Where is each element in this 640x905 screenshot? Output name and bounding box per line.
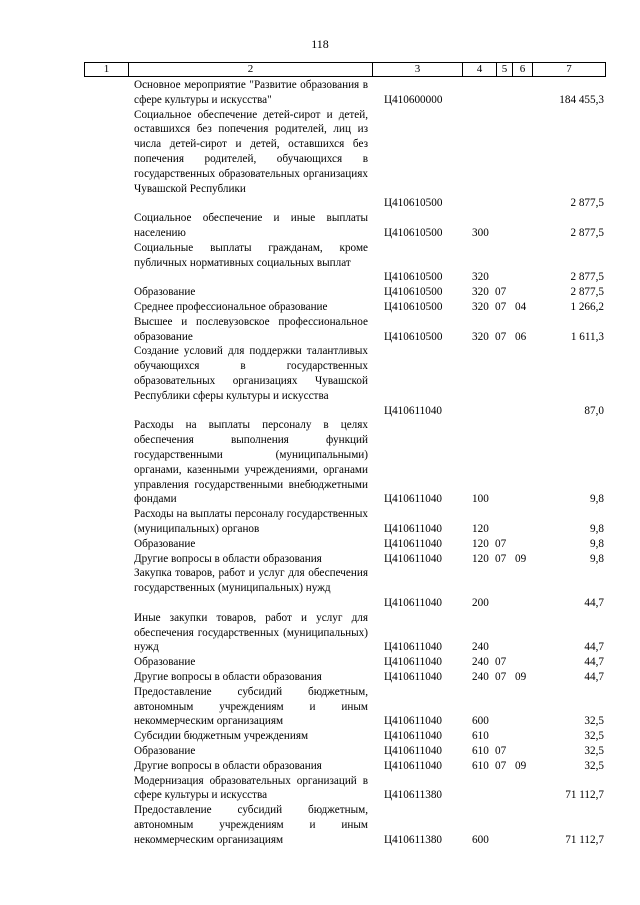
row-expense-type: 320 bbox=[472, 286, 489, 299]
row-expense-type: 600 bbox=[472, 715, 489, 728]
row-expense-type: 600 bbox=[472, 833, 489, 846]
row-name: Основное мероприятие "Развитие образования в сфере культуры и искусства" bbox=[134, 79, 368, 106]
row-amount: 184 455,3 bbox=[559, 93, 604, 106]
header-col-3: 3 bbox=[373, 63, 463, 76]
table-row bbox=[0, 300, 640, 315]
row-section: 07 bbox=[495, 330, 507, 343]
row-target-code: Ц410610500 bbox=[384, 271, 443, 284]
row-target-code: Ц410611040 bbox=[384, 715, 443, 728]
row-amount: 32,5 bbox=[584, 715, 604, 728]
table-row bbox=[0, 685, 640, 729]
header-col-1: 1 bbox=[85, 63, 129, 76]
row-amount: 32,5 bbox=[584, 744, 604, 757]
row-subsection: 09 bbox=[515, 759, 527, 772]
row-name: Предоставление субсидий бюджетным, автономным учреждениям и иным некоммерческим организациям bbox=[134, 685, 368, 728]
row-name: Образование bbox=[134, 286, 196, 299]
row-expense-type: 200 bbox=[472, 596, 489, 609]
table-row bbox=[0, 211, 640, 241]
row-amount: 9,8 bbox=[590, 522, 604, 535]
row-expense-type: 320 bbox=[472, 271, 489, 284]
row-section: 07 bbox=[495, 300, 507, 313]
table-row bbox=[0, 655, 640, 670]
row-subsection: 06 bbox=[515, 330, 527, 343]
table-row bbox=[0, 744, 640, 759]
row-section: 07 bbox=[495, 656, 507, 669]
row-name: Образование bbox=[134, 537, 196, 550]
table-row bbox=[0, 108, 640, 212]
row-target-code: Ц410600000 bbox=[384, 93, 443, 106]
row-amount: 87,0 bbox=[584, 404, 604, 417]
row-name: Среднее профессиональное образование bbox=[134, 300, 328, 313]
row-name: Другие вопросы в области образования bbox=[134, 670, 322, 683]
row-name: Субсидии бюджетным учреждениям bbox=[134, 730, 309, 743]
row-expense-type: 240 bbox=[472, 641, 489, 654]
row-section: 07 bbox=[495, 744, 507, 757]
row-expense-type: 300 bbox=[472, 226, 489, 239]
row-section: 07 bbox=[495, 537, 507, 550]
row-expense-type: 610 bbox=[472, 730, 489, 743]
row-expense-type: 100 bbox=[472, 493, 489, 506]
row-amount: 1 611,3 bbox=[570, 330, 604, 343]
row-expense-type: 120 bbox=[472, 537, 489, 550]
row-target-code: Ц410610500 bbox=[384, 286, 443, 299]
table-row bbox=[0, 611, 640, 655]
row-name: Социальные выплаты гражданам, кроме публичных нормативных социальных выплат bbox=[134, 241, 368, 269]
row-expense-type: 320 bbox=[472, 300, 489, 313]
row-name: Создание условий для поддержки талантливых обучающихся в государственных образовательных организациях Чувашской Республики сферы культуры и искусства bbox=[134, 345, 368, 402]
header-col-4: 4 bbox=[463, 63, 497, 76]
header-col-7: 7 bbox=[566, 63, 572, 75]
row-subsection: 04 bbox=[515, 300, 527, 313]
row-amount: 32,5 bbox=[584, 730, 604, 743]
row-name: Образование bbox=[134, 744, 196, 757]
table-row bbox=[0, 552, 640, 567]
table-row bbox=[0, 803, 640, 847]
row-target-code: Ц410611380 bbox=[384, 833, 443, 846]
row-expense-type: 610 bbox=[472, 759, 489, 772]
row-name: Социальное обеспечение детей-сирот и детей, оставшихся без попечения родителей, лиц из числа детей-сирот и детей, оставшихся без попечения родителей, обучающихся в государственных образовательных организациях Чувашской Республики bbox=[134, 108, 368, 195]
header-col-5: 5 bbox=[497, 63, 513, 76]
table-row bbox=[0, 566, 640, 610]
row-amount: 9,8 bbox=[590, 552, 604, 565]
row-amount: 2 877,5 bbox=[570, 271, 604, 284]
row-expense-type: 120 bbox=[472, 552, 489, 565]
row-name: Модернизация образовательных организаций в сфере культуры и искусства bbox=[134, 774, 368, 802]
table-row bbox=[0, 670, 640, 685]
row-expense-type: 320 bbox=[472, 330, 489, 343]
table-row bbox=[0, 241, 640, 285]
row-section: 07 bbox=[495, 552, 507, 565]
row-expense-type: 240 bbox=[472, 670, 489, 683]
row-name: Иные закупки товаров, работ и услуг для обеспечения государственных (муниципальных) нужд bbox=[134, 611, 368, 654]
row-section: 07 bbox=[495, 670, 507, 683]
row-name: Социальное обеспечение и иные выплаты населению bbox=[134, 212, 368, 239]
row-target-code: Ц410610500 bbox=[384, 226, 443, 239]
row-amount: 2 877,5 bbox=[570, 197, 604, 210]
row-amount: 1 266,2 bbox=[570, 300, 604, 313]
row-target-code: Ц410610500 bbox=[384, 197, 443, 210]
row-amount: 2 877,5 bbox=[570, 286, 604, 299]
table-row bbox=[0, 537, 640, 552]
row-name: Образование bbox=[134, 656, 196, 669]
row-target-code: Ц410611040 bbox=[384, 522, 443, 535]
table-row bbox=[0, 344, 640, 418]
table-row bbox=[0, 78, 640, 108]
row-subsection: 09 bbox=[515, 670, 527, 683]
row-target-code: Ц410611040 bbox=[384, 730, 443, 743]
budget-table-body bbox=[0, 78, 640, 847]
row-name: Закупка товаров, работ и услуг для обеспечения государственных (муниципальных) нужд bbox=[134, 567, 368, 595]
row-target-code: Ц410611380 bbox=[384, 789, 443, 802]
row-target-code: Ц410611040 bbox=[384, 552, 443, 565]
table-row bbox=[0, 774, 640, 804]
row-amount: 44,7 bbox=[584, 641, 604, 654]
row-name: Расходы на выплаты персоналу государственных (муниципальных) органов bbox=[134, 508, 368, 535]
row-target-code: Ц410610500 bbox=[384, 330, 443, 343]
row-target-code: Ц410611040 bbox=[384, 759, 443, 772]
table-row bbox=[0, 285, 640, 300]
row-amount: 71 112,7 bbox=[565, 789, 604, 802]
row-amount: 9,8 bbox=[590, 537, 604, 550]
row-amount: 44,7 bbox=[584, 656, 604, 669]
row-section: 07 bbox=[495, 759, 507, 772]
table-row bbox=[0, 418, 640, 507]
row-target-code: Ц410611040 bbox=[384, 404, 443, 417]
row-target-code: Ц410611040 bbox=[384, 596, 443, 609]
row-amount: 71 112,7 bbox=[565, 833, 604, 846]
row-target-code: Ц410611040 bbox=[384, 537, 443, 550]
row-expense-type: 610 bbox=[472, 744, 489, 757]
row-name: Другие вопросы в области образования bbox=[134, 552, 322, 565]
row-name: Расходы на выплаты персоналу в целях обеспечения выполнения функций государственными (муниципальными) органами, казенными учреждениями, органами управления государственными внебюджетными фондами bbox=[134, 419, 368, 506]
row-amount: 2 877,5 bbox=[570, 226, 604, 239]
page-number: 118 bbox=[311, 37, 329, 51]
header-col-6: 6 bbox=[513, 63, 533, 76]
row-name: Предоставление субсидий бюджетным, автономным учреждениям и иным некоммерческим организациям bbox=[134, 804, 368, 846]
table-row bbox=[0, 759, 640, 774]
table-row bbox=[0, 729, 640, 744]
row-amount: 44,7 bbox=[584, 596, 604, 609]
row-name: Другие вопросы в области образования bbox=[134, 759, 322, 772]
table-row bbox=[0, 507, 640, 537]
row-name: Высшее и послевузовское профессиональное образование bbox=[134, 315, 368, 343]
row-amount: 9,8 bbox=[590, 493, 604, 506]
table-header bbox=[84, 62, 606, 77]
row-amount: 44,7 bbox=[584, 670, 604, 683]
row-target-code: Ц410611040 bbox=[384, 670, 443, 683]
row-target-code: Ц410611040 bbox=[384, 744, 443, 757]
row-expense-type: 120 bbox=[472, 522, 489, 535]
row-expense-type: 240 bbox=[472, 656, 489, 669]
row-target-code: Ц410611040 bbox=[384, 493, 443, 506]
header-col-2: 2 bbox=[129, 63, 373, 76]
table-row bbox=[0, 315, 640, 345]
row-subsection: 09 bbox=[515, 552, 527, 565]
row-amount: 32,5 bbox=[584, 759, 604, 772]
row-target-code: Ц410610500 bbox=[384, 300, 443, 313]
row-section: 07 bbox=[495, 286, 507, 299]
row-target-code: Ц410611040 bbox=[384, 641, 443, 654]
row-target-code: Ц410611040 bbox=[384, 656, 443, 669]
